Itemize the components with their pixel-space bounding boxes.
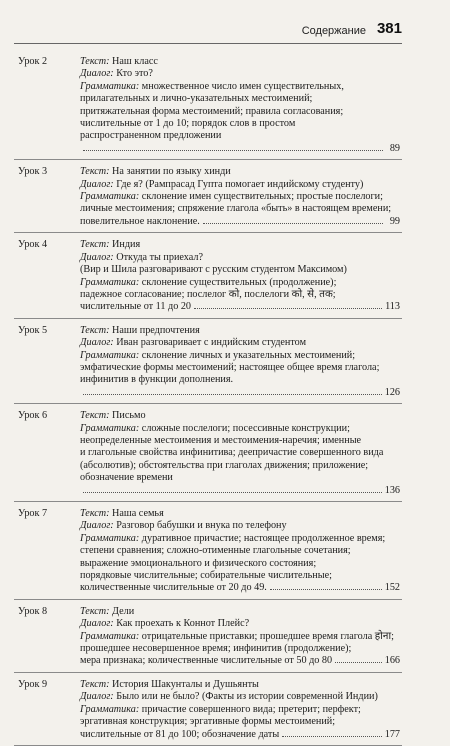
grammar-label: Грамматика: [80,422,140,434]
entry-line [80,704,400,716]
toc-entry [14,502,402,600]
grammar-text: прошедшее несовершенное время; инфинитив (продолжение); [80,643,352,655]
dot-leader [270,589,382,590]
entry-line [80,81,400,93]
page-number: 381 [376,20,402,37]
grammar-text: мера признака; количественные числительные от 50 до 80 [80,655,333,667]
entry-line [80,277,400,289]
entry-line [80,545,400,557]
grammar-text: (абсолютив); обстоятельства при глаголах движения; приложение; [80,459,369,471]
table-of-contents [14,50,402,746]
entry-line [80,679,400,691]
text-label: Текст: [80,678,110,690]
entry-line [80,166,400,178]
lesson-label: Урок 6 [18,410,48,422]
lesson-label: Урок 3 [18,166,48,178]
entry-line [80,472,400,484]
entry-line [80,362,400,374]
text-title: Письмо [112,410,146,422]
entry-line [80,337,400,349]
grammar-text: причастие совершенного вида; претерит; перфект; [141,703,361,715]
text-label: Текст: [80,56,110,67]
grammar-text: количественные числительные от 20 до 49. [80,582,267,594]
entry-line [80,179,400,191]
grammar-text: числительные от 1 до 10; порядок слов в простом [80,118,296,130]
grammar-text: и глагольные свойства инфинитива; деепричастие совершенного вида [80,447,384,459]
dot-leader [282,736,382,737]
dialog-label: Диалог: [80,178,114,190]
entry-line [80,606,400,618]
entry-line [80,691,400,703]
toc-entry [14,319,402,404]
entry-line [80,655,400,667]
entry-line [80,582,400,594]
grammar-text: числительные от 11 до 20 [80,301,192,313]
dialog-label: Диалог: [80,251,114,263]
lesson-label: Урок 5 [18,324,48,336]
lesson-contents [80,410,402,497]
lesson-contents [80,56,402,155]
dialog-title: Было или не было? (Факты из истории современной Индии) [116,691,378,703]
entry-line [80,631,400,643]
entry-page-number: 152 [384,582,400,594]
text-label: Текст: [80,239,110,251]
grammar-text: эмфатические формы местоимений; настоящее общее время глагола; [80,361,380,373]
dot-leader [83,394,382,395]
dialog-title: Откуда ты приехал? [116,251,203,263]
dialog-title: Разговор бабушки и внука по телефону [116,520,287,532]
entry-line [80,252,400,264]
dot-leader [83,150,383,151]
entry-line [80,289,400,301]
dialog-label: Диалог: [80,68,114,80]
lesson-label: Урок 8 [18,605,48,617]
grammar-text: прилагательных и лично-указательных местоимений; [80,93,313,105]
dialog-title: Где я? (Рампрасад Гупта помогает индийскому студенту) [116,178,364,190]
lesson-contents [80,679,402,741]
entry-line [80,485,400,497]
grammar-text: обозначение времени [80,472,173,484]
grammar-text: притяжательная форма местоимений; правила согласования; [80,105,344,117]
entry-line [80,191,400,203]
grammar-text: инфинитив в функции дополнения. [80,374,234,386]
dialog-label: Диалог: [80,691,114,703]
entry-line [80,118,400,130]
text-label: Текст: [80,324,110,336]
entry-page-number: 113 [385,301,400,313]
grammar-text: выражение эмоционального и физического состояния; [80,557,317,569]
entry-line [80,423,400,435]
lesson-contents [80,325,402,399]
dot-leader [203,223,383,224]
running-header-title: Содержание [301,25,366,37]
text-title: История Шакунталы и Душьянты [112,678,259,690]
grammar-text: склонение существительных (продолжение); [141,276,337,288]
toc-entry [14,160,402,233]
grammar-label: Грамматика: [80,349,140,361]
dot-leader [194,308,382,309]
grammar-text: дуративное причастие; настоящее продолженное время; [141,532,386,544]
dialog-subtitle: (Вир и Шила разговаривают с русским студентом Максимом) [80,264,347,276]
grammar-label: Грамматика: [80,191,140,203]
text-label: Текст: [80,166,110,178]
entry-line [80,216,400,228]
lesson-label: Урок 4 [18,239,48,251]
lesson-label: Урок 7 [18,508,48,519]
grammar-text: повелительное наклонение. [80,215,200,227]
toc-entry [14,600,402,673]
grammar-label: Грамматика: [80,630,140,642]
lesson-contents [80,606,402,668]
entry-line [80,570,400,582]
entry-line [80,729,400,741]
entry-page-number: 89 [389,142,400,154]
text-label: Текст: [80,410,110,422]
entry-line [80,325,400,337]
entry-line [80,618,400,630]
dialog-title: Иван разговаривает с индийским студентом [116,337,307,349]
grammar-text: отрицательные приставки; прошедшее время глагола होना; [141,630,394,642]
entry-line [80,435,400,447]
entry-line [80,203,400,215]
grammar-text: степени сравнения; сложно-отименные глагольные сочетания; [80,545,351,557]
dialog-title: Кто это? [116,68,153,80]
entry-line [80,558,400,570]
dot-leader [83,492,382,493]
text-title: Наш класс [112,56,158,67]
text-title: Наша семья [112,508,164,519]
text-title: Индия [112,239,141,251]
lesson-contents [80,508,402,595]
grammar-text: личные местоимения; спряжение глагола «быть» в настоящем времени; [80,203,392,215]
entry-line [80,68,400,80]
entry-line [80,520,400,532]
entry-line [80,533,400,545]
dialog-label: Диалог: [80,520,114,532]
entry-line [80,350,400,362]
toc-entry [14,233,402,318]
header-rule [14,43,402,44]
lesson-label: Урок 2 [18,56,48,67]
toc-entry [14,673,402,746]
entry-line [80,410,400,422]
dialog-label: Диалог: [80,618,114,630]
text-title: На занятии по языку хинди [112,166,231,178]
lesson-contents [80,239,402,313]
entry-line [80,460,400,472]
grammar-text: эргативная конструкция; эргативные формы местоимений; [80,716,336,728]
grammar-label: Грамматика: [80,80,140,92]
grammar-text: числительные от 81 до 100; обозначение даты [80,728,280,740]
grammar-text: распространенном предложении [80,130,222,142]
entry-line [80,643,400,655]
grammar-text: склонение личных и указательных местоимений; [141,349,356,361]
entry-line [80,374,400,386]
grammar-text: падежное согласование; послелог को, послелоги को, से, तक; [80,288,336,300]
toc-entry [14,50,402,160]
grammar-text: сложные послелоги; посессивные конструкции; [141,422,350,434]
lesson-label: Урок 9 [18,678,48,690]
dot-leader [335,662,382,663]
entry-line [80,106,400,118]
page-header [0,0,450,44]
entry-line [80,143,400,155]
toc-entry [14,404,402,502]
text-title: Дели [112,605,135,617]
text-label: Текст: [80,605,110,617]
grammar-text: порядковые числительные; собирательные числительные; [80,570,332,582]
grammar-text: склонение имен существительных; простые послелоги; [141,191,383,203]
entry-line [80,387,400,399]
entry-line [80,93,400,105]
text-label: Текст: [80,508,110,519]
entry-line [80,130,400,142]
entry-line [80,301,400,313]
entry-line [80,716,400,728]
entry-page-number: 136 [384,484,400,496]
grammar-label: Грамматика: [80,532,140,544]
text-title: Наши предпочтения [112,324,200,336]
grammar-label: Грамматика: [80,703,140,715]
lesson-contents [80,166,402,228]
entry-page-number: 126 [384,386,400,398]
dialog-label: Диалог: [80,337,114,349]
grammar-label: Грамматика: [80,276,140,288]
entry-line [80,447,400,459]
grammar-text: множественное число имен существительных, [141,80,344,92]
entry-page-number: 177 [384,728,400,740]
entry-line [80,264,400,276]
entry-line [80,508,400,520]
entry-page-number: 166 [384,655,400,667]
dialog-title: Как проехать к Коннот Плейс? [116,618,250,630]
entry-line [80,56,400,68]
grammar-text: неопределенные местоимения и местоимения-наречия; именные [80,434,362,446]
entry-line [80,239,400,251]
entry-page-number: 99 [389,215,400,227]
